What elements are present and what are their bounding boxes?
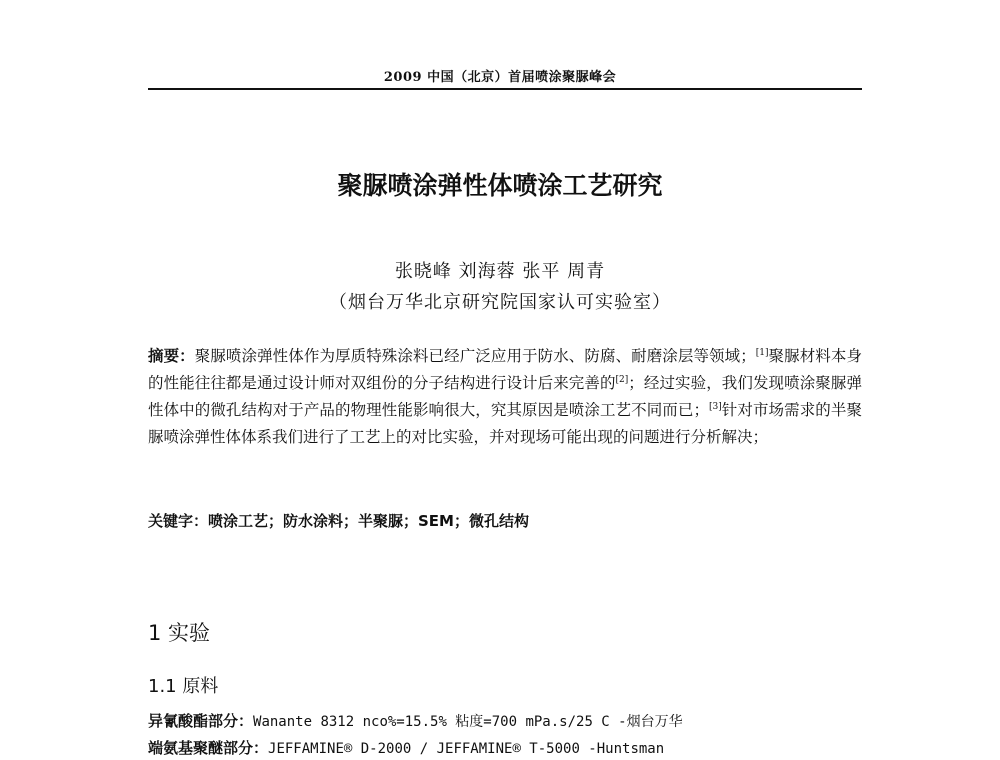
material-label: 异氰酸酯部分： xyxy=(148,712,254,730)
affiliation: （烟台万华北京研究院国家认可实验室） xyxy=(329,292,671,313)
paper-title: 聚脲喷涂弹性体喷涂工艺研究 xyxy=(337,171,663,200)
section-heading-experiment: 1 实验 xyxy=(148,621,211,645)
running-header: 2009 中国（北京）首届喷涂聚脲峰会 xyxy=(383,70,617,85)
abstract-text-4: 针对市场需求的半聚脲喷涂弹性体体系我们进行了工艺上的对比实验，并对现场可能出现的问题进行分析解决； xyxy=(148,401,862,446)
material-line xyxy=(148,710,683,731)
author-list: 张晓峰 刘海蓉 张平 周青 xyxy=(394,261,606,282)
citation-2: [2] xyxy=(615,375,629,385)
abstract-text-1: 聚脲喷涂弹性体作为厚质特殊涂料已经广泛应用于防水、防腐、耐磨涂层等领域； xyxy=(194,347,756,365)
keywords: 关键字：喷涂工艺；防水涂料；半聚脲；SEM；微孔结构 xyxy=(148,512,529,530)
abstract xyxy=(148,342,862,451)
subsection-heading-materials: 1.1 原料 xyxy=(148,676,219,697)
citation-3: [3] xyxy=(708,402,722,412)
material-value: Wanante 8312 nco%=15.5% 粘度=700 mPa.s/25 C -烟台万华 xyxy=(253,714,683,730)
abstract-label: 摘要： xyxy=(148,346,195,365)
material-label: 端氨基聚醚部分： xyxy=(148,739,269,757)
header-rule xyxy=(148,88,862,90)
material-value: JEFFAMINE® D-2000 / JEFFAMINE® T-5000 -Huntsman xyxy=(268,741,665,757)
abstract-text-3: ；经过实验，我们发现喷涂聚脲弹性体中的微孔结构对于产品的物理性能影响很大，究其原因是喷涂工艺不同而已； xyxy=(148,374,862,419)
citation-1: [1] xyxy=(755,348,769,358)
material-line xyxy=(148,737,664,758)
abstract-text-2: 聚脲材料本身的性能往往都是通过设计师对双组份的分子结构进行设计后来完善的 xyxy=(148,347,862,392)
